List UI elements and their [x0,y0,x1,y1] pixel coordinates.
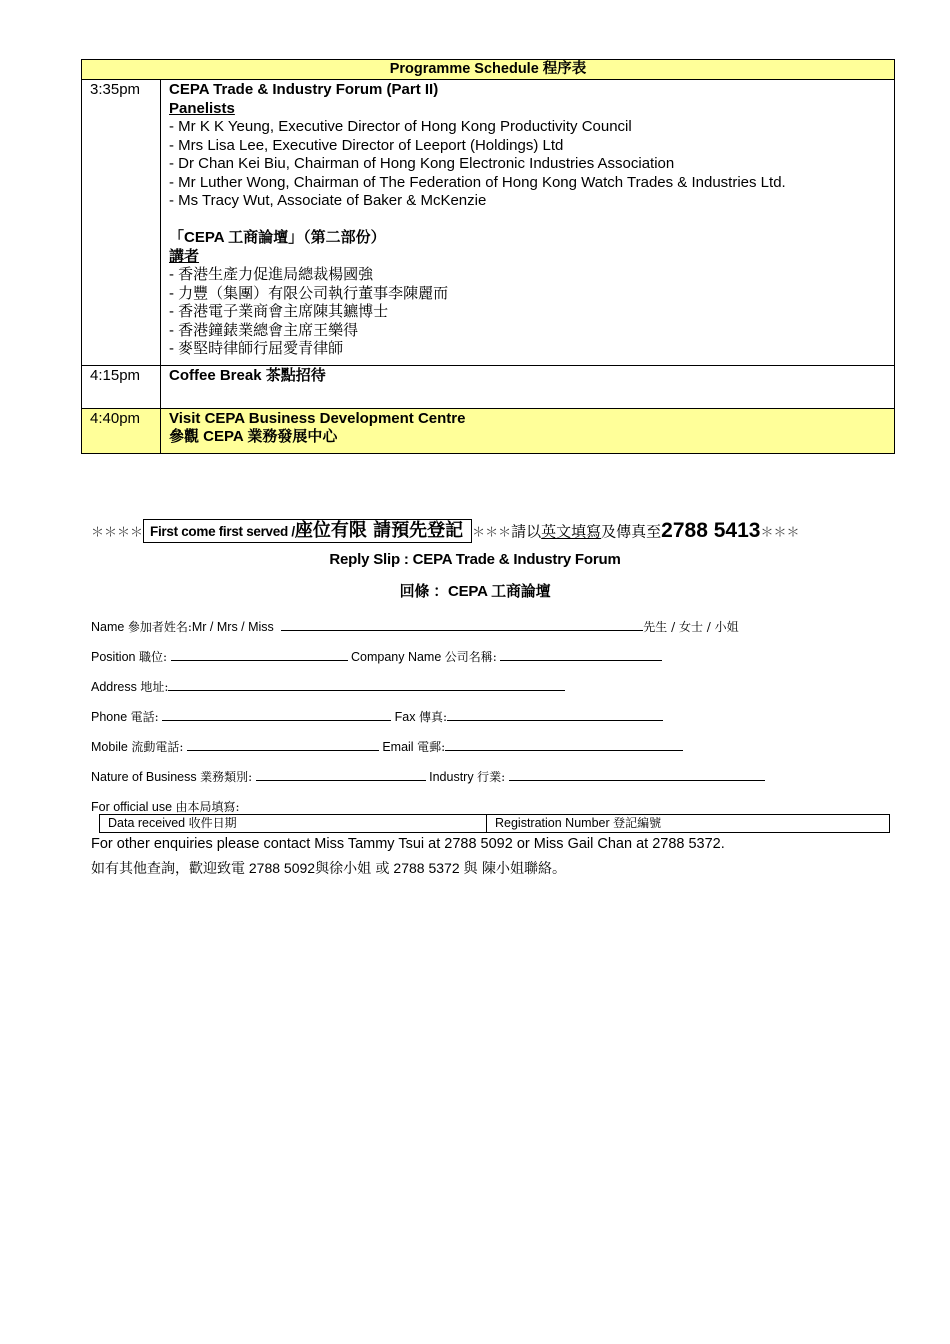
mobile-label: Mobile [91,740,128,754]
business-industry-row [91,767,765,785]
name-suffix-zh: 先生 / 女士 / 小姐 [643,620,739,634]
panelist-item-zh: - 香港電子業商會主席陳其鑣博士 [169,303,389,320]
company-label-zh: 公司名稱: [444,650,497,664]
forum-title-en: CEPA Trade & Industry Forum (Part II) [169,81,439,98]
business-input-line[interactable] [256,767,426,781]
panelist-item: - Mrs Lisa Lee, Executive Director of Leeport (Holdings) Ltd [169,136,564,154]
phone-label-zh: 電話: [130,710,159,724]
fax-label: Fax [394,710,416,724]
email-label-zh: 電郵: [417,740,446,754]
data-received-label: Data received [108,816,186,830]
address-label-zh: 地址: [140,680,169,694]
panelist-item: - Mr Luther Wong, Chairman of The Federation of Hong Kong Watch Trades & Industries Ltd. [169,173,786,191]
enquiry-text-zh [91,858,566,878]
panelists-label-zh: 講者 [169,247,200,265]
first-come-box [143,519,472,543]
time-cell: 4:15pm [82,365,161,408]
schedule-row-forum [82,80,895,366]
coffee-break-title: Coffee Break 茶點招待 [161,365,895,408]
stars-decoration: ＊＊＊＊ [91,525,144,541]
panelist-item-zh: - 麥堅時律師行屈愛青律師 [169,340,344,357]
panelist-item: - Ms Tracy Wut, Associate of Baker & McKenzie [169,192,487,209]
enquiry-text-en: For other enquiries please contact Miss Tammy Tsui at 2788 5092 or Miss Gail Chan at 2788 5372. [91,836,725,852]
position-label-zh: 職位: [138,650,168,664]
mobile-label-zh: 流動電話: [131,740,184,754]
registration-notice-line [91,519,891,547]
phone-label: Phone [91,710,128,724]
fax-instruction-prefix: 請以 [511,522,542,541]
registration-number-label-zh: 登記編號 [613,816,662,830]
registration-number-label: Registration Number [495,816,610,830]
visit-content [161,408,895,453]
first-come-text: First come first served / [150,524,295,539]
spacer [169,211,886,230]
forum-title-zh: 「CEPA 工商論壇」（第二部份） [169,229,386,246]
mobile-email-row [91,737,683,755]
mobile-input-line[interactable] [187,737,379,751]
visit-title-en: Visit CEPA Business Development Centre [169,409,466,427]
address-label: Address [91,680,137,694]
address-input-line[interactable] [168,677,565,691]
official-use-table [99,814,890,833]
official-use-zh: 由本局填寫: [175,800,240,814]
fax-instruction-underlined: 英文填寫 [541,522,602,541]
industry-input-line[interactable] [509,767,765,781]
fax-input-line[interactable] [447,707,663,721]
position-company-row [91,647,662,665]
forum-content [161,80,895,366]
official-use-en: For official use [91,800,173,814]
stars-decoration: ＊＊＊ [472,525,512,541]
seats-limited-text: 座位有限 請預先登記 [294,520,464,541]
enquiry-zh-part: 與 陳小姐聯絡。 [463,861,566,877]
fax-number: 2788 5413 [661,519,761,542]
name-field-row [91,617,739,635]
visit-title-zh: 參觀 CEPA 業務發展中心 [169,428,338,445]
industry-label-zh: 行業: [477,770,506,784]
enquiry-zh-part: 如有其他查詢，歡迎致電 [91,861,245,877]
email-input-line[interactable] [445,737,683,751]
registration-number-cell [487,815,890,833]
schedule-row-visit [82,408,895,453]
phone-input-line[interactable] [162,707,391,721]
position-input-line[interactable] [171,647,348,661]
schedule-row-coffee [82,365,895,408]
fax-instruction-suffix: 及傳真至 [601,522,662,541]
data-received-cell [100,815,487,833]
panelists-label-en: Panelists [169,99,235,117]
company-input-line[interactable] [500,647,662,661]
enquiry-phone-2: 2788 5372 [393,860,460,876]
phone-fax-row [91,707,663,725]
fax-label-zh: 傳真: [418,710,448,724]
panelist-item: - Mr K K Yeung, Executive Director of Hong Kong Productivity Council [169,118,632,135]
name-label: Name [91,620,125,634]
stars-decoration: ＊＊＊ [760,525,800,541]
time-cell: 3:35pm [82,80,161,366]
official-use-label [91,798,240,815]
panelist-item: - Dr Chan Kei Biu, Chairman of Hong Kong Electronic Industries Association [169,155,675,172]
business-label-zh: 業務類別: [200,770,253,784]
panelist-item-zh: - 香港生產力促進局總裁楊國強 [169,266,374,283]
enquiry-zh-part: 與徐小姐 或 [315,861,390,877]
industry-label: Industry [429,770,474,784]
enquiry-phone-1: 2788 5092 [248,860,316,876]
data-received-label-zh: 收件日期 [188,816,237,830]
time-cell: 4:40pm [82,408,161,453]
address-row [91,677,565,695]
reply-slip-title-en: Reply Slip : CEPA Trade & Industry Forum [329,551,621,568]
business-label: Nature of Business [91,770,197,784]
position-label: Position [91,650,136,664]
name-titles: Mr / Mrs / Miss [191,620,274,634]
company-label: Company Name [350,650,442,664]
panelist-item-zh: - 香港鐘錶業總會主席王樂得 [169,321,359,339]
schedule-header: Programme Schedule 程序表 [82,60,895,80]
programme-schedule-table [81,59,895,454]
reply-slip-title-zh: 回條 ：CEPA 工商論壇 [399,583,551,600]
name-label-zh: 參加者姓名: [127,620,192,634]
email-label: Email [382,740,414,754]
panelist-item-zh: - 力豐（集團）有限公司執行董事李陳麗而 [169,284,449,302]
name-input-line[interactable] [281,617,643,631]
